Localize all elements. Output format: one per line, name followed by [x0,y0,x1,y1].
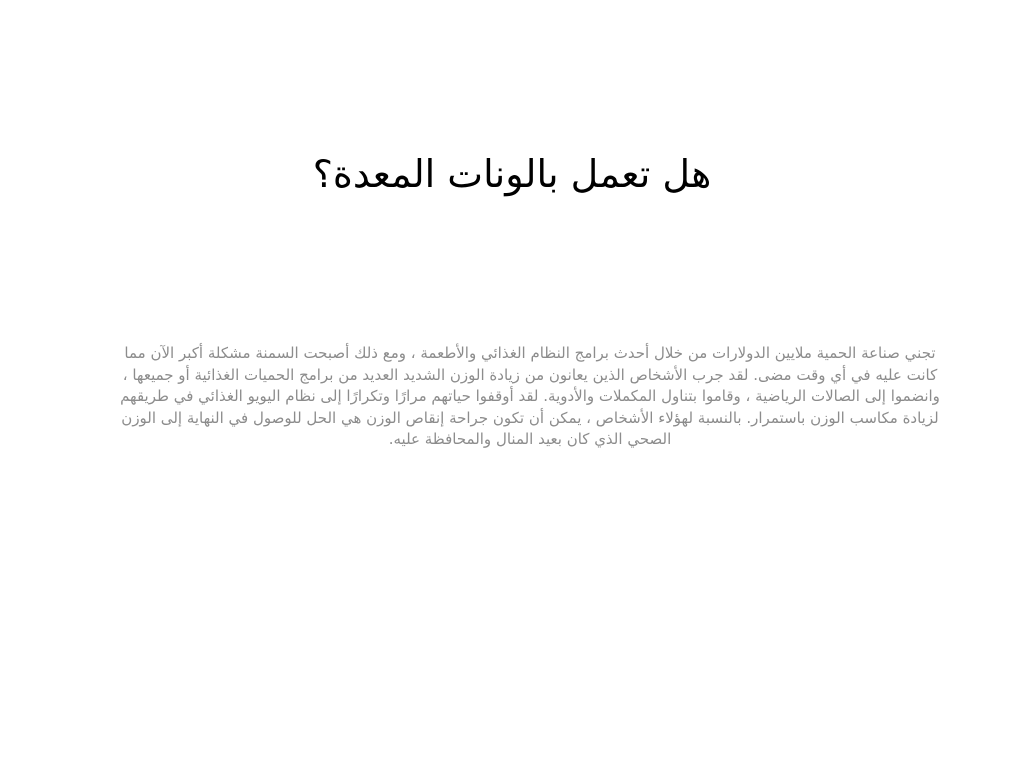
slide-body-text: تجني صناعة الحمية ملايين الدولارات من خلال أحدث برامج النظام الغذائي والأطعمة ، ومع ذلك أصبحت السمنة مشكلة أكبر الآن مما كانت عليه في أي وقت مضى. لقد جرب الأشخاص الذين يعانون من زيادة الوزن الشديد العديد من برامج الحميات الغذائية أو جميعها ، وانضموا إلى الصالات الرياضية ، وقاموا بتناول المكملات والأدوية. لقد أوقفوا حياتهم مرارًا وتكرارًا إلى نظام اليويو الغذائي في طريقهم لزيادة مكاسب الوزن باستمرار. بالنسبة لهؤلاء الأشخاص ، يمكن أن تكون جراحة إنقاص الوزن هي الحل للوصول في النهاية إلى الوزن الصحي الذي كان بعيد المنال والمحافظة عليه. [120,344,940,448]
slide-title: هل تعمل بالونات المعدة؟ [312,152,712,196]
